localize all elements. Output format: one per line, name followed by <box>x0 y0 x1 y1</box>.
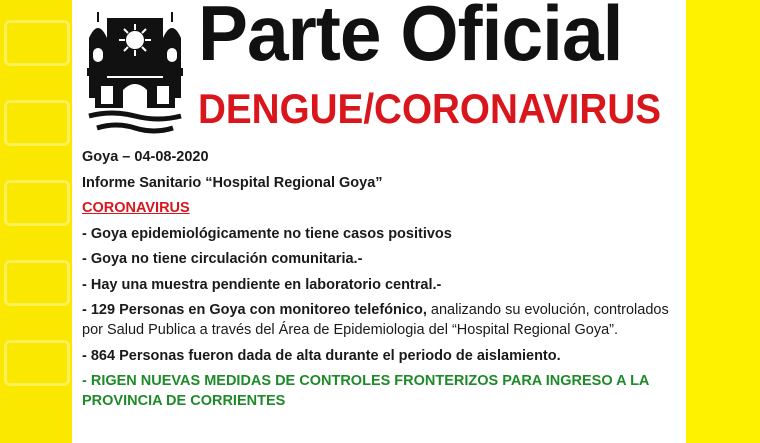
left-yellow-band <box>0 0 72 443</box>
monitor-item <box>82 301 672 340</box>
list-item: - Goya epidemiológicamente no tiene casos positivos <box>82 225 452 242</box>
monitor-count: - 129 Personas en Goya con monitoreo telefónico, <box>82 302 427 319</box>
list-item: - Goya no tiene circulación comunitaria.- <box>82 251 363 268</box>
page-subtitle: DENGUE/CORONAVIRUS <box>198 85 662 132</box>
border-notice: - RIGEN NUEVAS MEDIDAS DE CONTROLES FRONTERIZOS PARA INGRESO A LA PROVINCIA DE CORRIENTES <box>82 373 649 409</box>
right-yellow-band <box>686 0 760 443</box>
report-date: Goya – 04-08-2020 <box>82 149 209 165</box>
section-title[interactable]: CORONAVIRUS <box>82 200 190 217</box>
list-item: - Hay una muestra pendiente en laboratorio central.- <box>82 276 442 293</box>
goya-cathedral-logo-icon <box>85 8 185 138</box>
report-source: Informe Sanitario “Hospital Regional Goya” <box>82 174 383 191</box>
page-title: Parte Oficial <box>198 0 623 77</box>
watermark-shape <box>4 20 70 66</box>
report-body <box>82 148 672 417</box>
watermark-shape <box>4 100 70 146</box>
watermark-shape <box>4 180 70 226</box>
watermark-shape <box>4 340 70 386</box>
watermark-shape <box>4 260 70 306</box>
discharged-item: - 864 Personas fueron dada de alta durante el periodo de aislamiento. <box>82 347 561 364</box>
monitor-detail: analizando su evolución, controlados por Salud Publica a través del Área de Epidemiologia del “Hospital Regional Goya”. <box>82 302 669 338</box>
